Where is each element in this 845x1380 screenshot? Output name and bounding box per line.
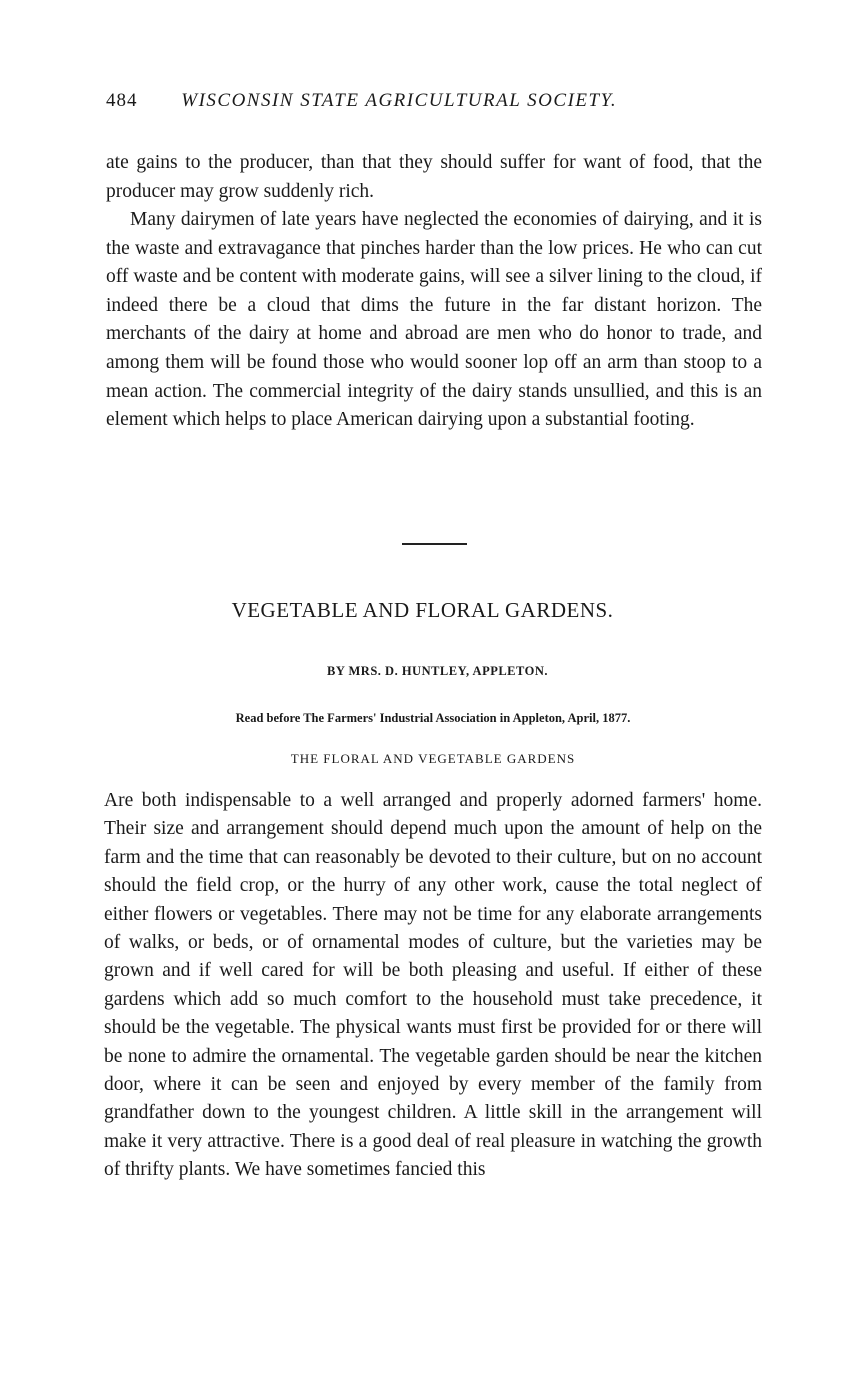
- continued-paragraph: ate gains to the producer, than that they should suffer for want of food, that the producer may grow suddenly rich.: [106, 152, 762, 202]
- article-paragraph: Are both indispensable to a well arranged and properly adorned farmers' home. Their size and arrangement should depend much upon the amount of help on the farm and the time that can reasonably be devoted to their culture, but on no account should the field crop, or the hurry of any other work, cause the total neglect of either flowers or vegetables. There may not be time for any elaborate arrangements of walks, or beds, or of ornamental modes of culture, but the varieties may be grown and if well cared for will be both pleasing and useful. If either of these gardens which add so much comfort to the household must take precedence, it should be the vegetable. The physical wants must first be provided for or there will be none to admire the ornamental. The vegetable garden should be near the kitchen door, where it can be seen and enjoyed by every member of the family from grandfather down to the youngest children. A little skill in the arrangement will make it very attractive. There is a good deal of real pleasure in watching the growth of thrifty plants. We have sometimes fancied this: [104, 790, 762, 1181]
- article-byline: BY MRS. D. HUNTLEY, APPLETON.: [326, 664, 549, 678]
- article-title: VEGETABLE AND FLORAL GARDENS.: [231, 598, 614, 622]
- section-divider: [402, 543, 467, 545]
- running-head: [106, 90, 706, 112]
- running-title: WISCONSIN STATE AGRICULTURAL SOCIETY.: [181, 90, 618, 111]
- read-note: Read before The Farmers' Industrial Association in Appleton, April, 1877.: [235, 711, 631, 725]
- dairy-paragraph: Many dairymen of late years have neglected the economies of dairying, and it is the waste and extravagance that pinches harder than the low prices. He who can cut off waste and be content with moderate gains, will see a silver lining to the cloud, if indeed there be a cloud that dims the future in the far distant horizon. The merchants of the dairy at home and abroad are men who do honor to trade, and among them will be found those who would sooner lop off an arm than stoop to a mean action. The commercial integrity of the dairy stands unsullied, and this is an element which helps to place American dairying upon a substantial footing.: [106, 209, 762, 431]
- article-subheading: THE FLORAL AND VEGETABLE GARDENS: [290, 751, 576, 766]
- page-number: 484: [106, 90, 138, 111]
